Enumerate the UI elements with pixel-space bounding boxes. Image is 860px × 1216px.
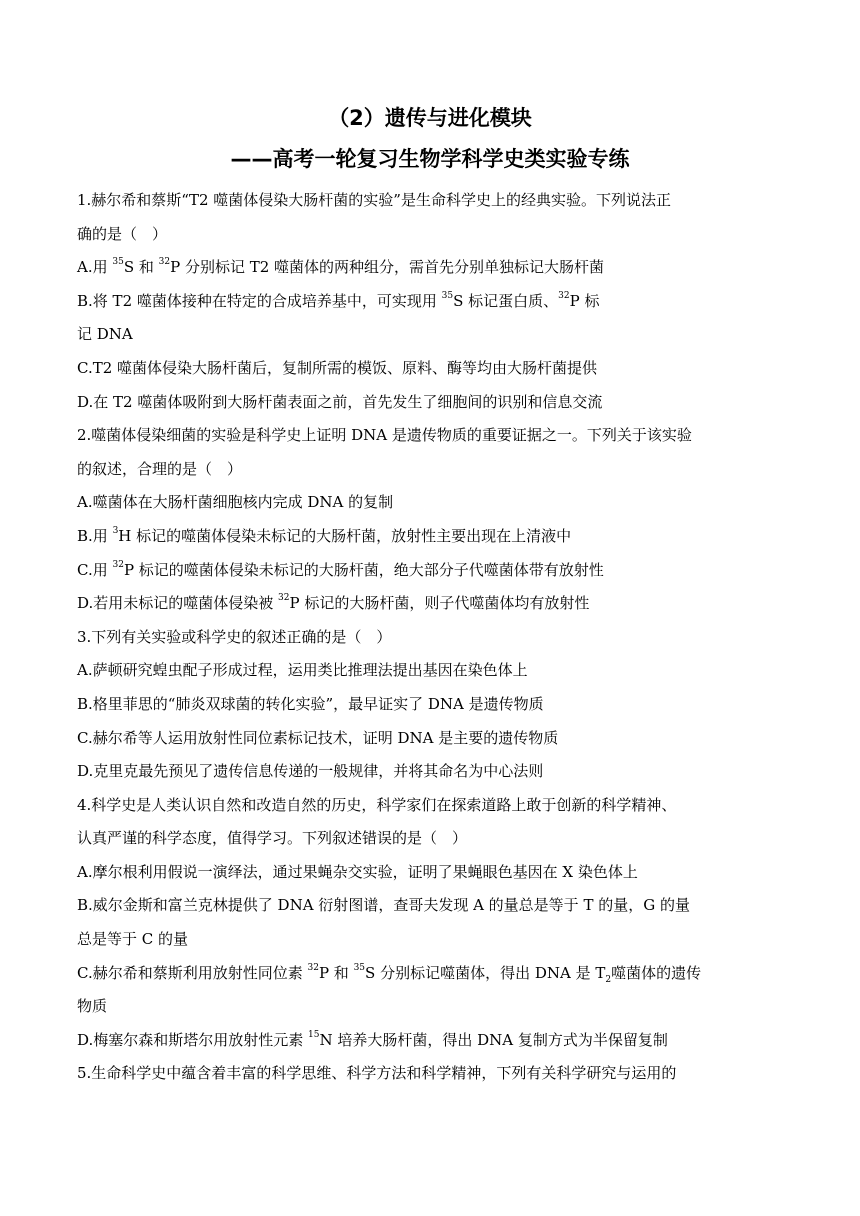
text-line: A.萨顿研究蝗虫配子形成过程，运用类比推理法提出基因在染色体上 — [77, 661, 528, 680]
document-title: （2）遗传与进化模块 — [328, 106, 532, 130]
text-line: 3.下列有关实验或科学史的叙述正确的是（ ） — [77, 627, 392, 646]
text-line: 物质 — [77, 997, 108, 1016]
text-line: A.摩尔根利用假说一演绎法，通过果蝇杂交实验，证明了果蝇眼色基因在 X 染色体上 — [77, 862, 638, 881]
text-line: 确的是（ ） — [77, 224, 168, 243]
text-line: 总是等于 C 的量 — [77, 930, 189, 949]
text-line: 认真严谨的科学态度，值得学习。下列叙述错误的是（ ） — [77, 829, 468, 848]
text-line: 1.赫尔希和蔡斯“T2 噬菌体侵染大肠杆菌的实验”是生命科学史上的经典实验。下列说法正 — [77, 191, 671, 209]
document-subtitle: ——高考一轮复习生物学科学史类实验专练 — [230, 147, 630, 171]
text-line: D.梅塞尔森和斯塔尔用放射性元素 $^{15}$N 培养大肠杆菌，得出 DNA 复制方式为半保留复制 — [77, 1029, 668, 1049]
text-line: B.将 T2 噬菌体接种在特定的合成培养基中，可实现用 $^{35}$S 标记蛋白质、$^{32}$P 标 — [77, 290, 600, 310]
text-line: 2.噬菌体侵染细菌的实验是科学史上证明 DNA 是遗传物质的重要证据之一。下列关于该实验 — [77, 426, 692, 445]
text-line: 5.生命科学史中蕴含着丰富的科学思维、科学方法和科学精神，下列有关科学研究与运用的 — [77, 1064, 677, 1083]
text-line: C.赫尔希和蔡斯利用放射性同位素 $^{32}$P 和 $^{35}$S 分别标记噬菌体，得出 DNA 是 $T_2$噬菌体的遗传 — [77, 962, 702, 985]
text-line: C.赫尔希等人运用放射性同位素标记技术，证明 DNA 是主要的遗传物质 — [77, 728, 559, 747]
text-line: D.在 T2 噬菌体吸附到大肠杆菌表面之前，首先发生了细胞间的识别和信息交流 — [77, 392, 603, 411]
text-line: B.威尔金斯和富兰克林提供了 DNA 衍射图谱，查哥夫发现 A 的量总是等于 T 的量，G 的量 — [77, 896, 690, 915]
text-line: C.T2 噬菌体侵染大肠杆菌后，复制所需的模饭、原料、酶等均由大肠杆菌提供 — [77, 358, 598, 377]
text-line: B.用 $^3$H 标记的噬菌体侵染未标记的大肠杆菌，放射性主要出现在上清液中 — [77, 525, 572, 545]
text-line: 的叙述，合理的是（ ） — [77, 459, 243, 478]
text-line: D.若用未标记的噬菌体侵染被 $^{32}$P 标记的大肠杆菌，则子代噬菌体均有放射性 — [77, 593, 590, 613]
text-line: D.克里克最先预见了遗传信息传递的一般规律，并将其命名为中心法则 — [77, 762, 544, 781]
text-line: A.用 $^{35}$S 和 $^{32}$P 分别标记 T2 噬菌体的两种组分，需首先分别单独标记大肠杆菌 — [77, 257, 605, 277]
question-list — [77, 184, 783, 1091]
text-line: A.噬菌体在大肠杆菌细胞核内完成 DNA 的复制 — [77, 493, 394, 512]
text-line: 4.科学史是人类认识自然和改造自然的历史，科学家们在探索道路上敢于创新的科学精神、 — [77, 795, 677, 814]
text-line: 记 DNA — [77, 325, 133, 344]
text-line: B.格里菲思的“肺炎双球菌的转化实验”，最早证实了 DNA 是遗传物质 — [77, 694, 544, 713]
text-line: C.用 $^{32}$P 标记的噬菌体侵染未标记的大肠杆菌，绝大部分子代噬菌体带有放射性 — [77, 559, 604, 579]
